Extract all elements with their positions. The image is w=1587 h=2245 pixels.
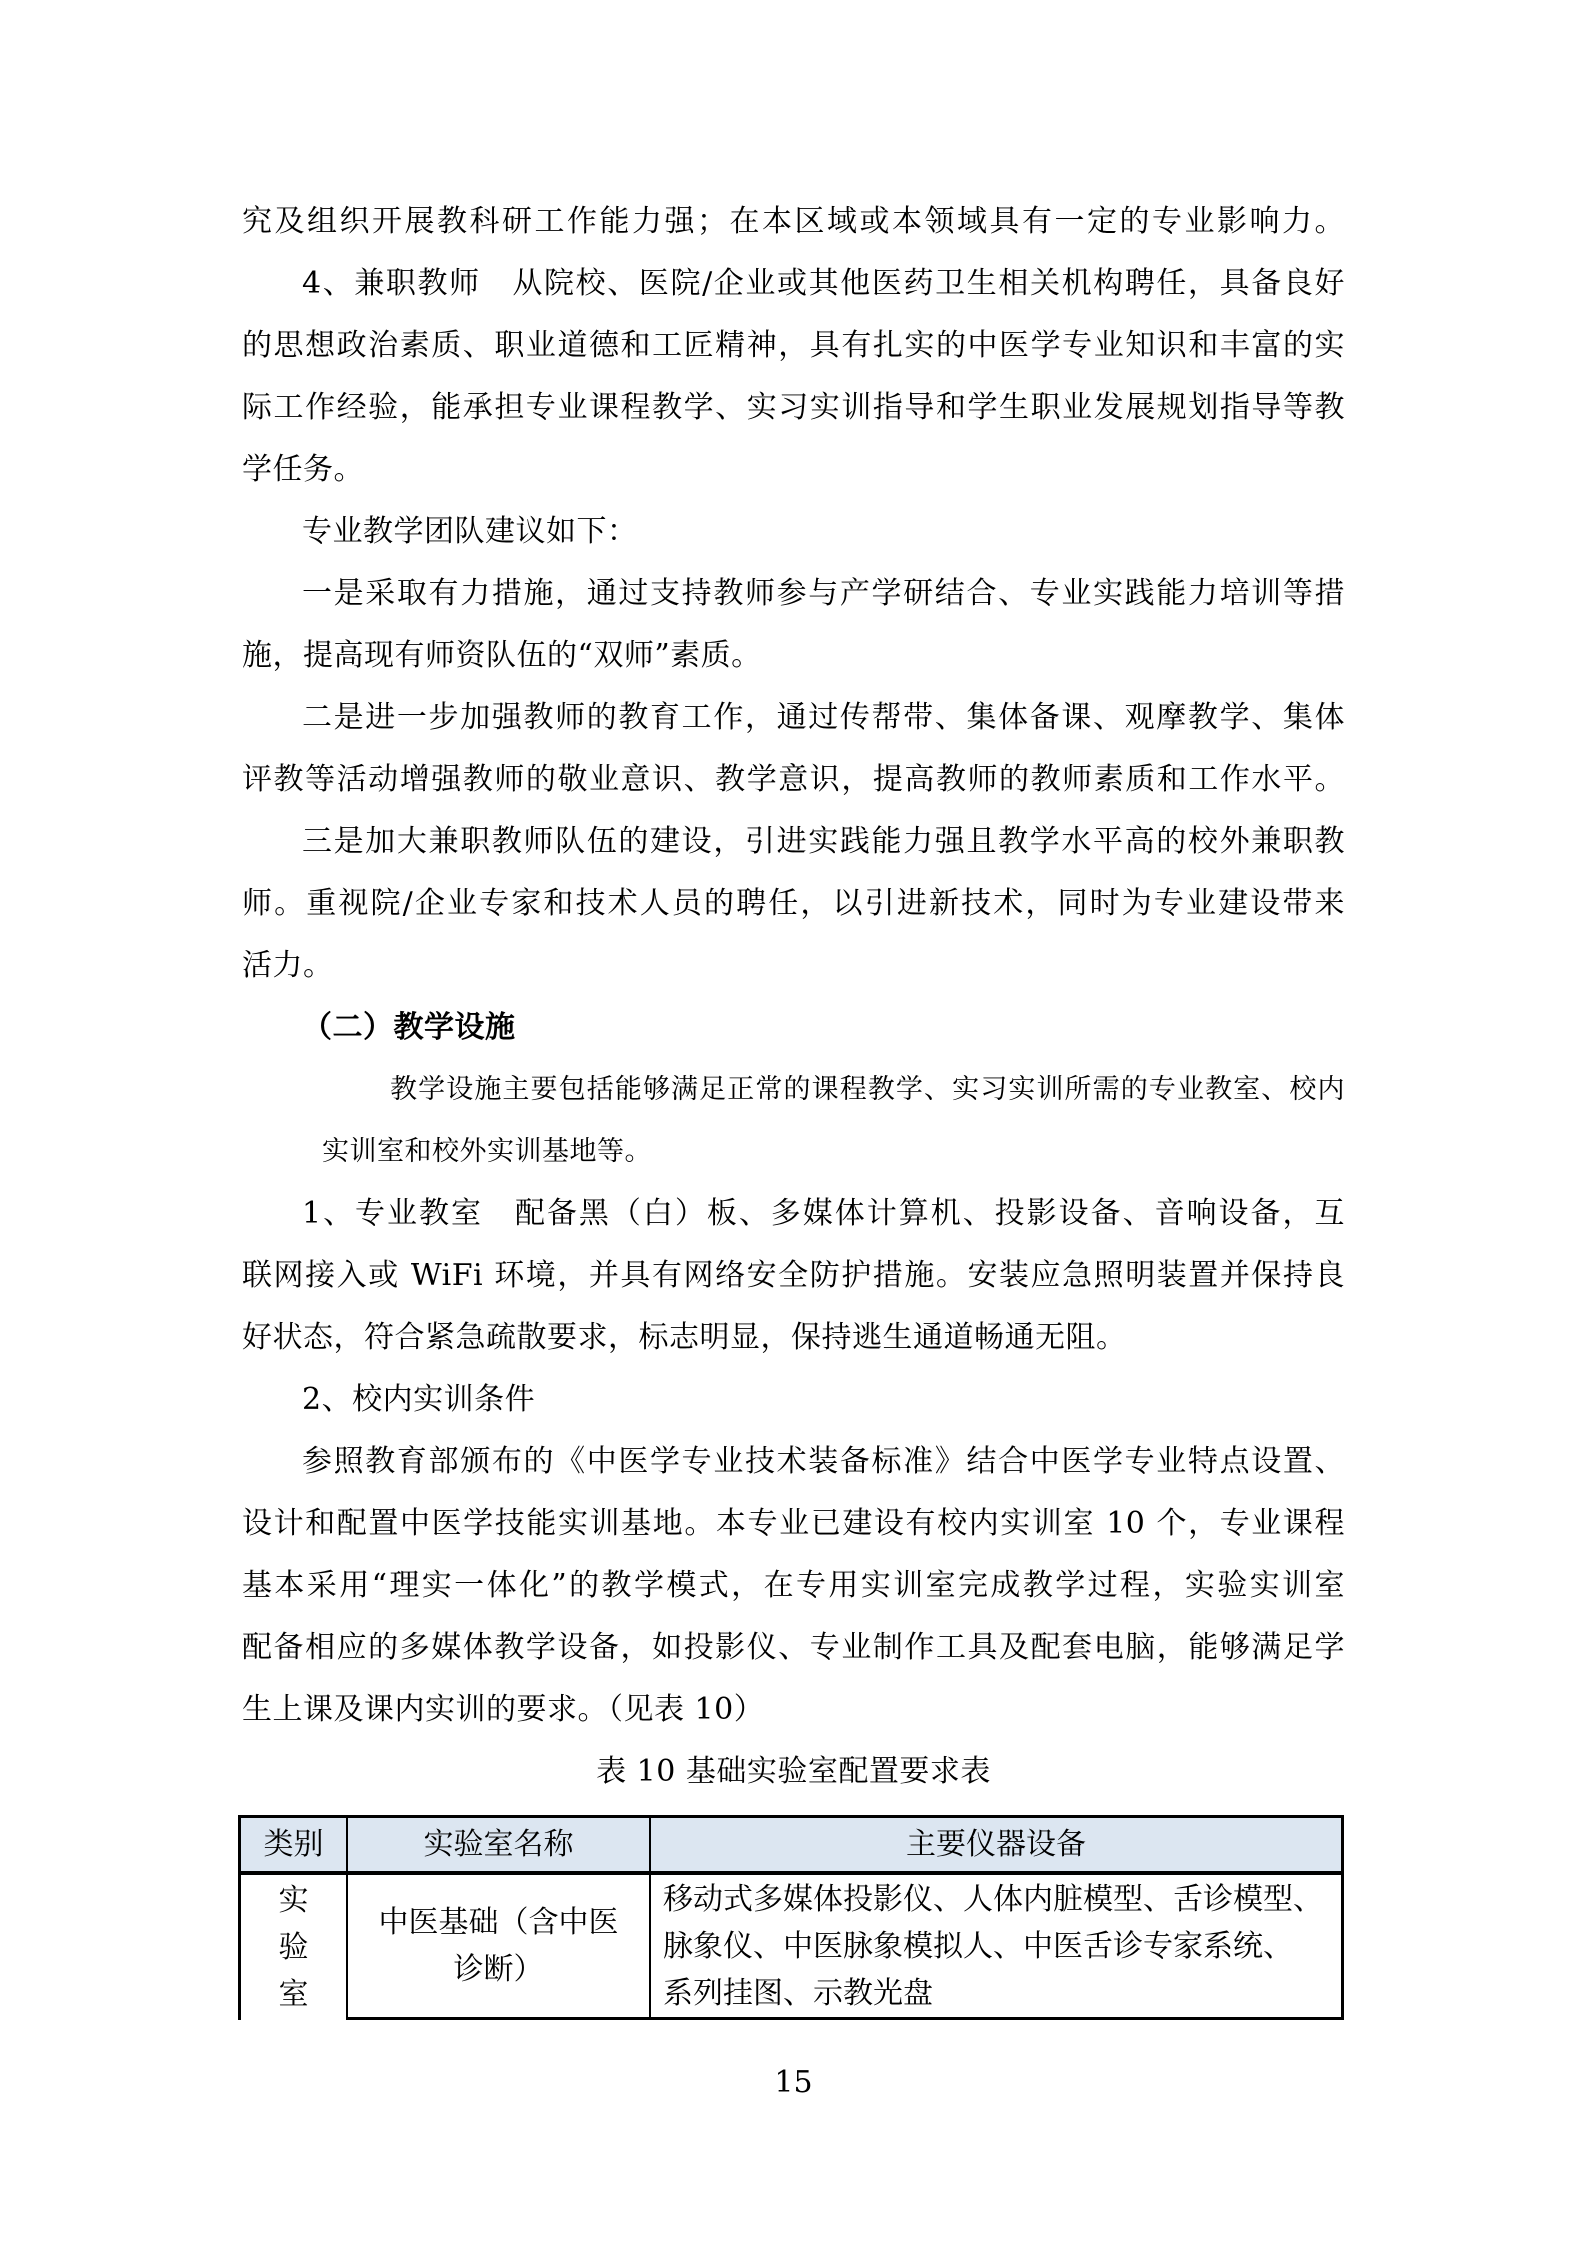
equipment-line: 系列挂图、示教光盘 (663, 1976, 933, 2011)
table-header-row (241, 1818, 1341, 1875)
text-line: 2、校内实训条件 (302, 1382, 536, 1417)
text-line: 专业教学团队建议如下： (302, 514, 638, 549)
text-line: 活力。 (242, 948, 334, 983)
body-text (242, 191, 1345, 1803)
text-line: 师。重视院/企业专家和技术人员的聘任，以引进新技术，同时为专业建设带来 (242, 886, 1345, 921)
text-line: 三是加大兼职教师队伍的建设，引进实践能力强且教学水平高的校外兼职教 (302, 824, 1345, 859)
lab-config-table (238, 1815, 1344, 2020)
text-line: 设计和配置中医学技能实训基地。本专业已建设有校内实训室 10 个，专业课程 (242, 1506, 1345, 1541)
text-line: 的思想政治素质、职业道德和工匠精神，具有扎实的中医学专业知识和丰富的实 (242, 328, 1345, 363)
text-line: 究及组织开展教科研工作能力强；在本区域或本领域具有一定的专业影响力。 (242, 204, 1345, 239)
equipment-line: 移动式多媒体投影仪、人体内脏模型、舌诊模型、 (663, 1882, 1323, 1917)
section-heading: （二）教学设施 (302, 1010, 516, 1045)
text-line: 实训室和校外实训基地等。 (322, 1136, 652, 1167)
text-line: 际工作经验，能承担专业课程教学、实习实训指导和学生职业发展规划指导等教 (242, 390, 1345, 425)
table-header-equipment: 主要仪器设备 (651, 1818, 1341, 1875)
text-line: 1、专业教室 配备黑（白）板、多媒体计算机、投影设备、音响设备，互 (302, 1196, 1345, 1231)
table-header-category: 类别 (241, 1818, 348, 1875)
text-line: 评教等活动增强教师的敬业意识、教学意识，提高教师的教师素质和工作水平。 (242, 762, 1345, 797)
equipment-line: 脉象仪、中医脉象模拟人、中医舌诊专家系统、 (663, 1929, 1293, 1964)
table-caption: 表 10 基础实验室配置要求表 (596, 1754, 991, 1789)
text-line: 教学设施主要包括能够满足正常的课程教学、实习实训所需的专业教室、校内 (390, 1074, 1345, 1105)
text-line: 4、兼职教师 从院校、医院/企业或其他医药卫生相关机构聘任，具备良好 (302, 266, 1345, 301)
page-number: 15 (774, 2065, 813, 2100)
text-line: 基本采用“理实一体化”的教学模式，在专用实训室完成教学过程，实验实训室 (242, 1568, 1345, 1603)
table-row (241, 1875, 1341, 2020)
text-line: 联网接入或 WiFi 环境，并具有网络安全防护措施。安装应急照明装置并保持良 (242, 1258, 1345, 1293)
lab-name-line: 中医基础（含中医 (378, 1905, 619, 1940)
text-line: 好状态，符合紧急疏散要求，标志明显，保持逃生通道畅通无阻。 (242, 1320, 1127, 1355)
text-line: 配备相应的多媒体教学设备，如投影仪、专业制作工具及配套电脑，能够满足学 (242, 1630, 1345, 1665)
text-line: 参照教育部颁布的《中医学专业技术装备标准》结合中医学专业特点设置、 (302, 1444, 1345, 1479)
lab-name-line: 诊断） (453, 1952, 544, 1987)
cell-category (241, 1875, 348, 2020)
text-line: 二是进一步加强教师的教育工作，通过传帮带、集体备课、观摩教学、集体 (302, 700, 1345, 735)
cell-equipment (651, 1875, 1341, 2020)
text-line: 生上课及课内实训的要求。（见表 10） (242, 1692, 765, 1727)
table-header-lab-name: 实验室名称 (348, 1818, 651, 1875)
text-line: 施，提高现有师资队伍的“双师”素质。 (242, 638, 762, 673)
cell-lab-name (348, 1875, 651, 2020)
text-line: 一是采取有力措施，通过支持教师参与产学研结合、专业实践能力培训等措 (302, 576, 1345, 611)
category-vertical-text: 实验室 (278, 1883, 309, 2012)
text-line: 学任务。 (242, 452, 364, 487)
